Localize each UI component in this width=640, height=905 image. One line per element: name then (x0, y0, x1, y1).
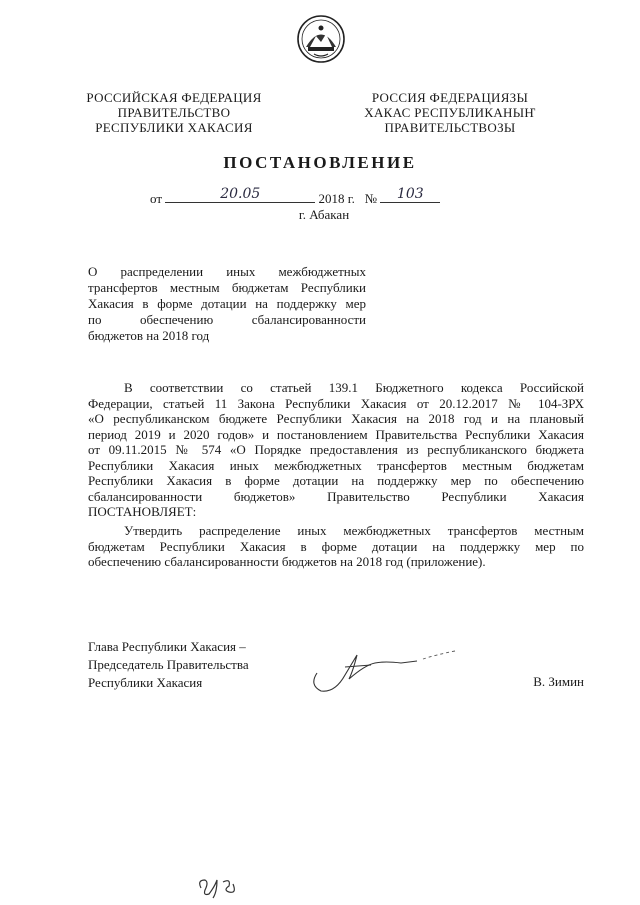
subject-line: трансфертов местным бюджетам Республики (88, 280, 366, 295)
signatory-position-line: Республики Хакасия (88, 675, 203, 690)
handwritten-mark (195, 872, 255, 900)
body-line: сбалансированности бюджетов» Правительство Республики Хакасия (88, 488, 584, 504)
date-field (165, 186, 315, 203)
body-line: ПОСТАНОВЛЯЕТ: (88, 504, 197, 519)
body-line: В соответствии со статьей 139.1 Бюджетного кодекса Российской (124, 380, 584, 395)
header-right-line: ПРАВИТЕЛЬСТВОЗЫ (384, 120, 516, 135)
header-left-line: ПРАВИТЕЛЬСТВО (117, 105, 231, 120)
subject-line: О распределении иных межбюджетных (88, 264, 366, 279)
header-right-line: РОССИЯ ФЕДЕРАЦИЯЗЫ (371, 90, 529, 105)
document-title: ПОСТАНОВЛЕНИЕ (223, 153, 417, 172)
body-line: Утвердить распределение иных межбюджетных трансфертов местным (124, 523, 584, 538)
subject-line: Хакасия в форме дотации на поддержку мер (88, 296, 366, 311)
coat-of-arms-icon (296, 14, 346, 64)
handwritten-number: 103 (396, 186, 424, 202)
signatory-name: В. Зимин (533, 674, 584, 689)
header-right-line: ХАКАС РЕСПУБЛИКАНЫҤ (364, 105, 536, 120)
body-line: Федерации, статьей 11 Закона Республики Хакасия от 20.12.2017 № 104-ЗРХ (88, 395, 584, 411)
body-paragraph-2 (88, 523, 584, 570)
header-left-line: РОССИЙСКАЯ ФЕДЕРАЦИЯ (86, 90, 262, 105)
header-left (74, 90, 274, 135)
body-line: обеспечению сбалансированности бюджетов на 2018 год (приложение). (88, 554, 486, 569)
subject-line: по обеспечению сбалансированности (88, 312, 366, 327)
signatory-position-line: Председатель Правительства (88, 657, 249, 672)
header-right (350, 90, 550, 135)
date-prefix: от (150, 191, 163, 206)
handwritten-signature (305, 645, 465, 695)
date-year: 2018 г. (318, 191, 355, 206)
body-line: бюджетам Республики Хакасия в форме дотации на поддержку мер по (88, 538, 584, 554)
signatory-position (88, 638, 249, 692)
body-line: Республики Хакасия в форме дотации на поддержку мер по обеспечению (88, 473, 584, 488)
date-line (150, 186, 470, 207)
subject-block (88, 264, 366, 344)
subject-line: бюджетов на 2018 год (88, 328, 210, 343)
body-line: «О республиканском бюджете Республики Хакасия на 2018 год и на плановый (88, 411, 584, 426)
number-field (380, 186, 440, 203)
signatory-position-line: Глава Республики Хакасия – (88, 639, 246, 654)
header-left-line: РЕСПУБЛИКИ ХАКАСИЯ (95, 120, 253, 135)
body-paragraph-1 (88, 380, 584, 520)
number-label: № (364, 191, 378, 206)
handwritten-date: 20.05 (220, 186, 261, 202)
body-line: Республики Хакасия иных межбюджетных трансфертов местным бюджетам (88, 457, 584, 473)
body-line: от 09.11.2015 № 574 «О Порядке предоставления из республиканского бюджета (88, 442, 584, 457)
body-line: период 2019 и 2020 годов» и постановлением Правительства Республики Хакасия (88, 426, 584, 442)
city: г. Абакан (298, 207, 350, 222)
